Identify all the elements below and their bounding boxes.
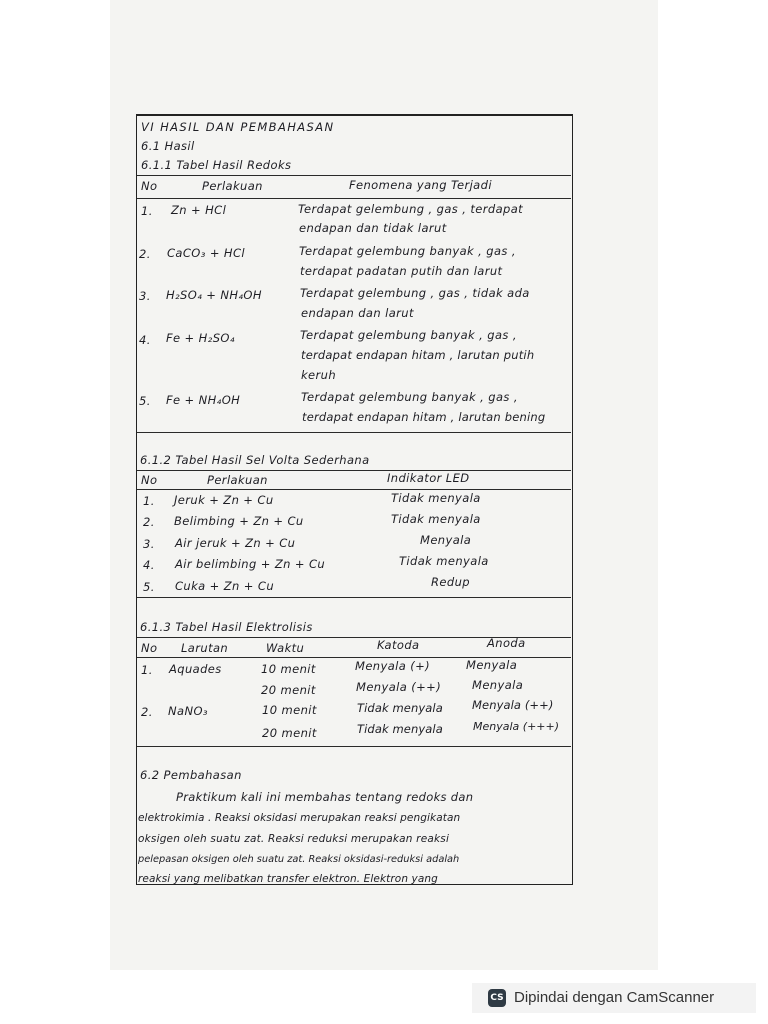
row-no: 5. (143, 580, 155, 594)
discussion-line: oksigen oleh suatu zat. Reaksi reduksi merupakan reaksi (138, 833, 450, 845)
table3-header-katoda: Katoda (377, 638, 420, 652)
discussion-title: 6.2 Pembahasan (140, 768, 242, 782)
table2-header-rule (137, 489, 571, 490)
row-katoda: Tidak menyala (357, 701, 443, 715)
table3-header-no: No (141, 641, 158, 655)
row-indikator: Tidak menyala (391, 512, 481, 526)
table1-top-rule (137, 175, 571, 176)
row-perlakuan: Jeruk + Zn + Cu (174, 493, 274, 507)
row-no: 1. (141, 204, 153, 218)
row-katoda: Tidak menyala (357, 722, 443, 736)
discussion-line: elektrokimia . Reaksi oksidasi merupakan reaksi pengikatan (138, 812, 461, 824)
subsection-heading: 6.1 Hasil (141, 139, 195, 153)
row-no: 3. (143, 537, 155, 551)
table2-header-no: No (141, 473, 158, 487)
row-larutan: NaNO₃ (168, 704, 208, 718)
camscanner-watermark (472, 983, 756, 1013)
table3-header-waktu: Waktu (266, 641, 305, 655)
table3-bottom-rule (137, 746, 571, 747)
table1-header-perlakuan: Perlakuan (202, 179, 263, 193)
row-fenomena-line: keruh (301, 368, 337, 382)
row-fenomena-line: Terdapat gelembung , gas , tidak ada (300, 286, 530, 300)
row-anoda: Menyala (472, 678, 524, 692)
row-perlakuan: H₂SO₄ + NH₄OH (166, 288, 262, 302)
discussion-line: reaksi yang melibatkan transfer elektron. Elektron yang (138, 873, 438, 885)
row-indikator: Menyala (420, 533, 472, 547)
discussion-line: Praktikum kali ini membahas tentang redoks dan (176, 790, 474, 804)
row-perlakuan: Zn + HCl (171, 203, 227, 217)
row-waktu: 20 menit (262, 726, 317, 740)
row-no: 2. (143, 515, 155, 529)
table2-header-perlakuan: Perlakuan (207, 473, 268, 487)
row-fenomena-line: Terdapat gelembung banyak , gas , (300, 328, 517, 342)
table2-top-rule (137, 470, 571, 471)
row-fenomena-line: terdapat endapan hitam , larutan putih (301, 348, 535, 362)
section-heading: VI HASIL DAN PEMBAHASAN (141, 120, 335, 134)
table1-header-fenomena: Fenomena yang Terjadi (349, 178, 492, 192)
row-fenomena-line: endapan dan larut (301, 306, 414, 320)
row-waktu: 10 menit (262, 703, 317, 717)
row-no: 1. (141, 663, 153, 677)
table1-header-no: No (141, 179, 158, 193)
table1-title: 6.1.1 Tabel Hasil Redoks (141, 158, 292, 172)
row-perlakuan: Cuka + Zn + Cu (175, 579, 275, 593)
row-no: 2. (139, 247, 151, 261)
table3-header-anoda: Anoda (487, 636, 526, 650)
row-indikator: Tidak menyala (399, 554, 489, 568)
row-perlakuan: CaCO₃ + HCl (167, 246, 245, 260)
table3-title: 6.1.3 Tabel Hasil Elektrolisis (140, 620, 313, 634)
row-anoda: Menyala (+++) (473, 720, 560, 733)
row-anoda: Menyala (++) (472, 698, 554, 712)
camscanner-text: Dipindai dengan CamScanner (514, 989, 715, 1006)
row-no: 1. (143, 494, 155, 508)
row-no: 5. (139, 394, 151, 408)
row-larutan: Aquades (169, 662, 222, 676)
row-fenomena-line: terdapat padatan putih dan larut (300, 264, 503, 278)
row-fenomena-line: Terdapat gelembung , gas , terdapat (298, 202, 524, 216)
camscanner-logo-icon: CS (488, 989, 506, 1007)
table3-header-larutan: Larutan (181, 641, 229, 655)
row-no: 4. (143, 558, 155, 572)
row-anoda: Menyala (466, 658, 518, 672)
table1-header-rule (137, 198, 571, 199)
row-fenomena-line: Terdapat gelembung banyak , gas , (299, 244, 516, 258)
row-no: 4. (139, 333, 151, 347)
table2-title: 6.1.2 Tabel Hasil Sel Volta Sederhana (140, 453, 370, 467)
row-fenomena-line: terdapat endapan hitam , larutan bening (302, 410, 546, 424)
row-fenomena-line: Terdapat gelembung banyak , gas , (301, 390, 518, 404)
row-perlakuan: Air belimbing + Zn + Cu (175, 557, 326, 571)
row-perlakuan: Fe + H₂SO₄ (166, 331, 235, 345)
row-perlakuan: Air jeruk + Zn + Cu (175, 536, 296, 550)
row-no: 2. (141, 705, 153, 719)
row-indikator: Tidak menyala (391, 491, 481, 505)
table2-header-indikator: Indikator LED (387, 471, 470, 485)
table1-bottom-rule (137, 432, 571, 433)
row-indikator: Redup (431, 575, 470, 589)
row-waktu: 10 menit (261, 662, 316, 676)
row-perlakuan: Belimbing + Zn + Cu (174, 514, 304, 528)
row-katoda: Menyala (++) (356, 680, 442, 694)
row-perlakuan: Fe + NH₄OH (166, 393, 241, 407)
row-no: 3. (139, 289, 151, 303)
table2-bottom-rule (137, 597, 571, 598)
row-waktu: 20 menit (261, 683, 316, 697)
discussion-line: pelepasan oksigen oleh suatu zat. Reaksi oksidasi-reduksi adalah (138, 854, 460, 865)
row-fenomena-line: endapan dan tidak larut (299, 221, 447, 235)
row-katoda: Menyala (+) (355, 659, 431, 673)
